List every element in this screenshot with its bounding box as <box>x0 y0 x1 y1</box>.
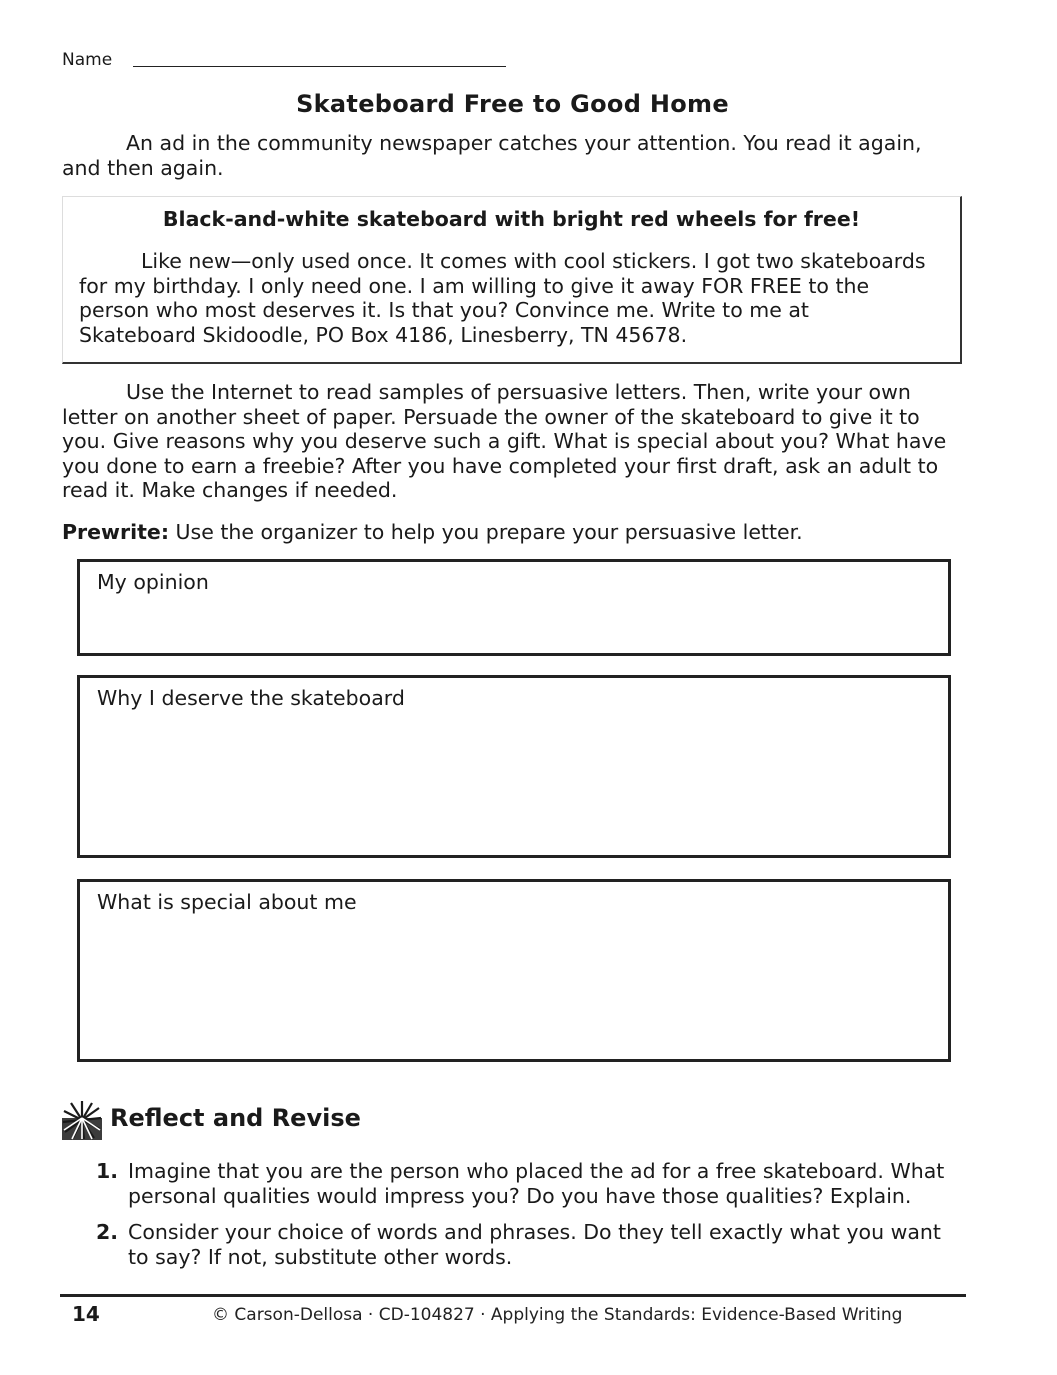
name-label: Name <box>62 50 113 70</box>
ad-body: Like new—only used once. It comes with cool stickers. I got two skateboards for my birthday. I only need one. I am willing to give it away FOR FREE to the person who most deserves it. Is that you? Convince me. Write to me at Skateboard Skidoodle, PO Box 4186, Linesberry, TN 45678. <box>79 249 926 347</box>
ad-box <box>62 196 962 364</box>
footer-credit: © Carson-Dellosa · CD-104827 · Applying the Standards: Evidence-Based Writing <box>212 1305 903 1325</box>
page-title: Skateboard Free to Good Home <box>296 90 729 118</box>
footer-rule <box>60 1294 966 1297</box>
item-text: Consider your choice of words and phrases. Do they tell exactly what you want to say? If not, substitute other words. <box>128 1220 941 1269</box>
organizer-label: Why I deserve the skateboard <box>97 686 405 710</box>
page-number: 14 <box>72 1302 100 1326</box>
prewrite-label: Prewrite: <box>62 520 170 544</box>
ad-headline: Black-and-white skateboard with bright red wheels for free! <box>162 207 861 231</box>
organizer-label: My opinion <box>97 570 209 594</box>
intro-paragraph: An ad in the community newspaper catches your attention. You read it again, and then again. <box>62 131 922 180</box>
item-number: 1. <box>96 1159 119 1183</box>
organizer-box-special[interactable] <box>77 879 951 1062</box>
organizer-box-why-deserve[interactable] <box>77 675 951 858</box>
organizer-box-opinion[interactable] <box>77 559 951 656</box>
organizer-label: What is special about me <box>97 890 357 914</box>
prewrite-line <box>62 520 962 544</box>
prewrite-text: Use the organizer to help you prepare your persuasive letter. <box>169 520 803 544</box>
starburst-icon <box>62 1100 102 1140</box>
reflect-title: Reflect and Revise <box>110 1104 361 1132</box>
name-line[interactable] <box>133 66 506 67</box>
item-text: Imagine that you are the person who placed the ad for a free skateboard. What personal qualities would impress you? Do you have those qualities? Explain. <box>128 1159 945 1208</box>
item-number: 2. <box>96 1220 119 1244</box>
instructions-paragraph: Use the Internet to read samples of persuasive letters. Then, write your own letter on another sheet of paper. Persuade the owner of the skateboard to give it to you. Give reasons why you deserve such a gift. What is special about you? What have you done to earn a freebie? After you have completed your first draft, ask an adult to read it. Make changes if needed. <box>62 380 947 502</box>
